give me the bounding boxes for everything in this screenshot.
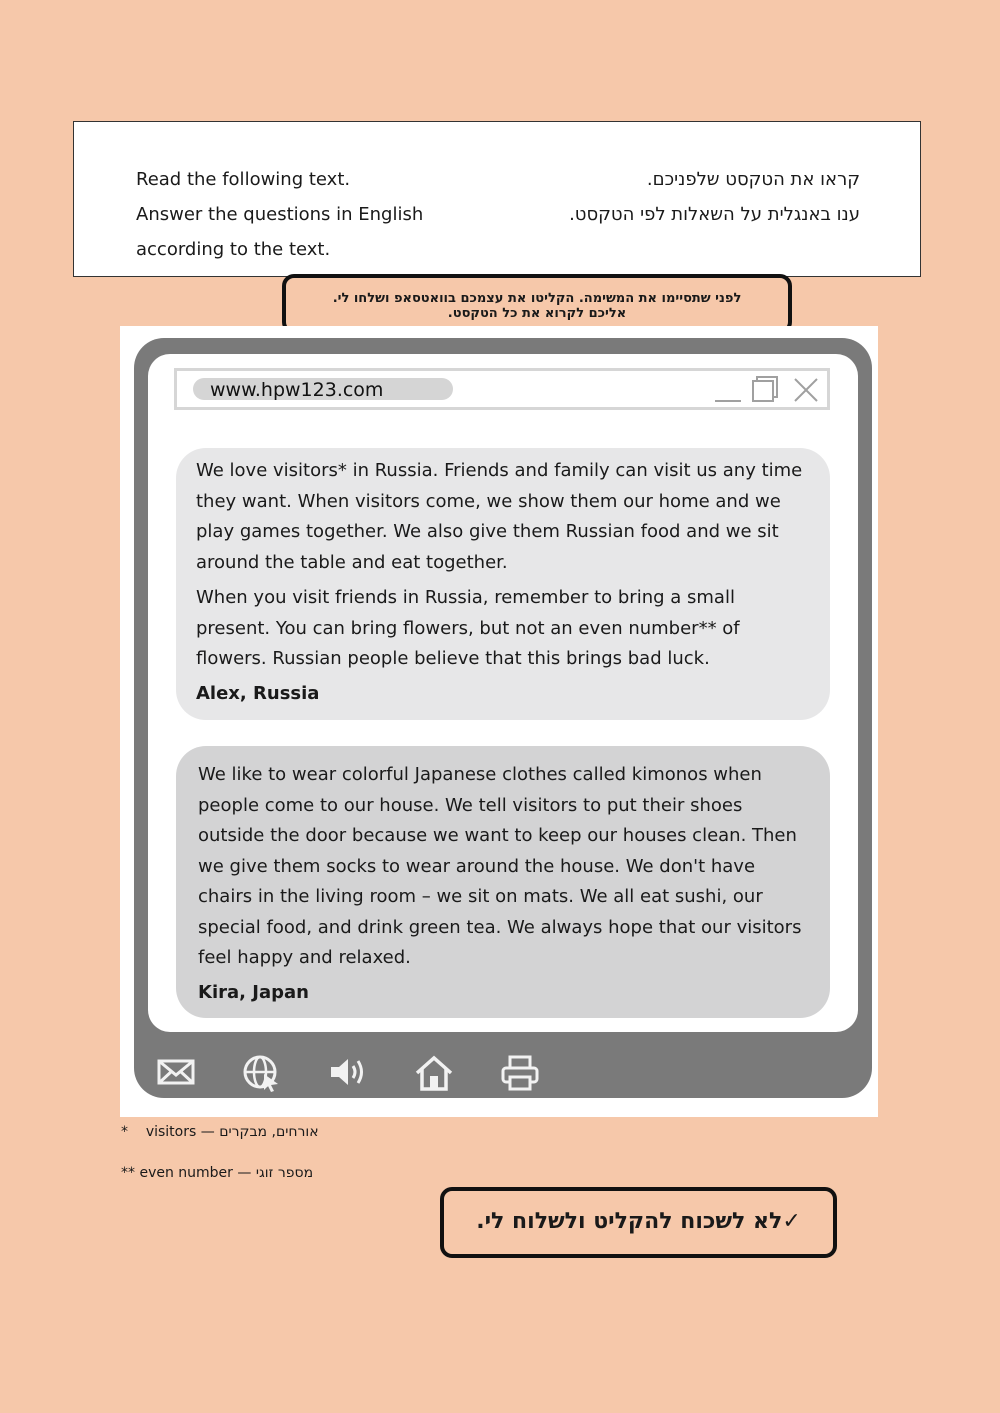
globe-icon [242,1054,282,1099]
instructions-hebrew [569,162,860,232]
post-japan [176,746,830,1018]
footnote-dash: — [200,1124,215,1140]
post-russia [176,448,830,720]
footnote-translation: מספר זוגי [255,1165,314,1181]
post-line: present. You can bring flowers, but not an even number** of [196,617,740,639]
mail-icon [156,1054,196,1097]
instruction-line: according to the text. [136,239,331,260]
post-line: When you visit friends in Russia, remember to bring a small [196,587,735,608]
post-line: We like to wear colorful Japanese clothes called kimonos when [198,764,762,785]
instruction-line-he: קראו את הטקסט שלפניכם. [646,169,860,190]
maximize-icon [749,375,779,411]
footnote-term: even number [139,1165,233,1181]
post-author: Alex, Russia [196,682,320,704]
post-line: they want. When visitors come, we show them our home and we [196,490,781,512]
post-line: play games together. We also give them Russian food and we sit [196,521,779,542]
speaker-icon [328,1054,368,1097]
note-line: לפני שתסיימו את המשימה. הקליטו את עצמכם בוואטסאפ ושלחו לי. [332,291,742,306]
close-icon [791,375,821,411]
check-icon: ✓ [782,1209,801,1234]
instructions-box [73,121,921,277]
post-line: chairs in the living room – we sit on mats. We all eat sushi, our [198,886,763,907]
reminder-box [440,1187,837,1258]
reminder-text: לא לשכוח להקליט ולשלוח לי. [476,1209,783,1234]
home-icon [414,1054,454,1099]
post-line: outside the door because we want to keep our houses clean. Then [198,825,797,846]
browser-screen [148,354,858,1032]
instruction-line: Read the following text. [136,169,351,190]
url-text: www.hpw123.com [210,379,384,401]
browser-illustration [120,326,878,1117]
post-author: Kira, Japan [198,981,309,1003]
post-line: around the table and eat together. [196,551,508,573]
recording-note [282,274,792,334]
footnote-marker: * [121,1124,128,1140]
address-bar [174,368,830,410]
footnote-translation: אורחים, מבקרים [219,1124,319,1140]
post-line: special food, and drink green tea. We always hope that our visitors [198,916,802,938]
instruction-line-he: ענו באנגלית על השאלות לפי הטקסט. [569,204,860,225]
instructions-english [136,162,423,267]
note-line: אליכם לקרוא את כל הטקסט. [447,306,627,321]
footnote-dash: — [237,1165,252,1181]
printer-icon [500,1054,540,1099]
post-line: feel happy and relaxed. [198,947,411,968]
footnote-even-number [121,1165,313,1181]
browser-frame [134,338,872,1098]
post-line: We love visitors* in Russia. Friends and family can visit us any time [196,460,803,481]
post-line: people come to our house. We tell visitors to put their shoes [198,794,743,816]
footnote-marker: ** [121,1165,135,1181]
footnote-term: visitors [145,1124,197,1140]
minimize-icon [713,375,743,411]
footnote-visitors [121,1124,319,1140]
instruction-line: Answer the questions in English [136,204,424,225]
post-line: flowers. Russian people believe that this brings bad luck. [196,648,710,669]
post-line: we give them socks to wear around the house. We don't have [198,855,756,877]
